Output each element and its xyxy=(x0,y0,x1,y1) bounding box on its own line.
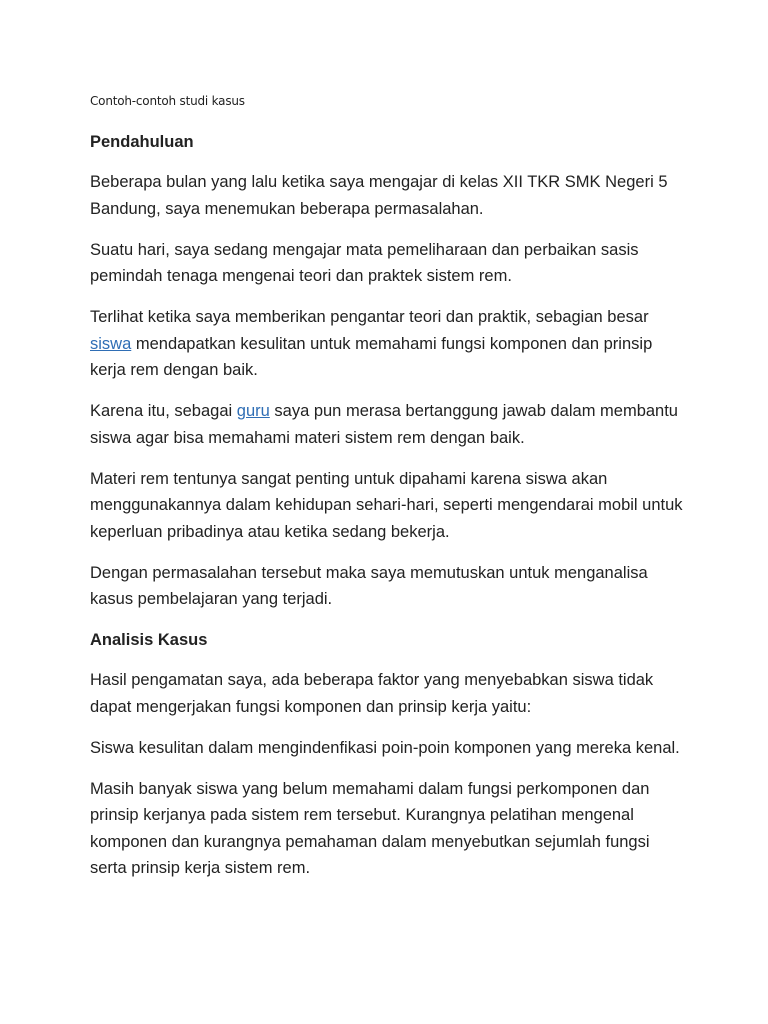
document-page xyxy=(90,92,690,896)
heading-analisis-kasus: Analisis Kasus xyxy=(90,631,208,649)
paragraph-3-text-after: mendapatkan kesulitan untuk memahami fungsi komponen dan prinsip kerja rem dengan baik. xyxy=(90,334,653,379)
guru-link[interactable]: guru xyxy=(236,402,270,420)
paragraph-4-text-before: Karena itu, sebagai xyxy=(90,402,237,420)
paragraph-7: Hasil pengamatan saya, ada beberapa faktor yang menyebabkan siswa tidak dapat mengerjakan fungsi komponen dan prinsip kerja yaitu: xyxy=(90,671,654,716)
siswa-link[interactable]: siswa xyxy=(90,334,132,353)
paragraph-5: Materi rem tentunya sangat penting untuk dipahami karena siswa akan menggunakannya dalam kehidupan sehari-hari, seperti mengendarai mobil untuk keperluan pribadinya atau ketika sedang bekerja. xyxy=(90,469,683,541)
paragraph-4 xyxy=(90,398,690,451)
paragraph-6: Dengan permasalahan tersebut maka saya memutuskan untuk menganalisa kasus pembelajaran yang terjadi. xyxy=(90,563,648,608)
paragraph-9: Masih banyak siswa yang belum memahami dalam fungsi perkomponen dan prinsip kerjanya pada sistem rem tersebut. Kurangnya pelatihan mengenal komponen dan kurangnya pemahaman dalam menyebutkan sejumlah fungsi serta prinsip kerja sistem rem. xyxy=(90,779,650,877)
paragraph-3-text-before: Terlihat ketika saya memberikan pengantar teori dan praktik, sebagian besar xyxy=(90,308,649,326)
paragraph-1: Beberapa bulan yang lalu ketika saya mengajar di kelas XII TKR SMK Negeri 5 Bandung, saya menemukan beberapa permasalahan. xyxy=(90,173,668,218)
heading-pendahuluan: Pendahuluan xyxy=(90,133,194,151)
document-title: Contoh-contoh studi kasus xyxy=(90,94,245,108)
paragraph-3 xyxy=(90,304,690,384)
paragraph-2: Suatu hari, saya sedang mengajar mata pemeliharaan dan perbaikan sasis pemindah tenaga mengenai teori dan praktek sistem rem. xyxy=(90,240,639,285)
paragraph-4-text-after: saya pun merasa bertanggung jawab dalam membantu siswa agar bisa memahami materi sistem rem dengan baik. xyxy=(90,402,678,447)
paragraph-8: Siswa kesulitan dalam mengindenfikasi poin-poin komponen yang mereka kenal. xyxy=(90,738,680,757)
